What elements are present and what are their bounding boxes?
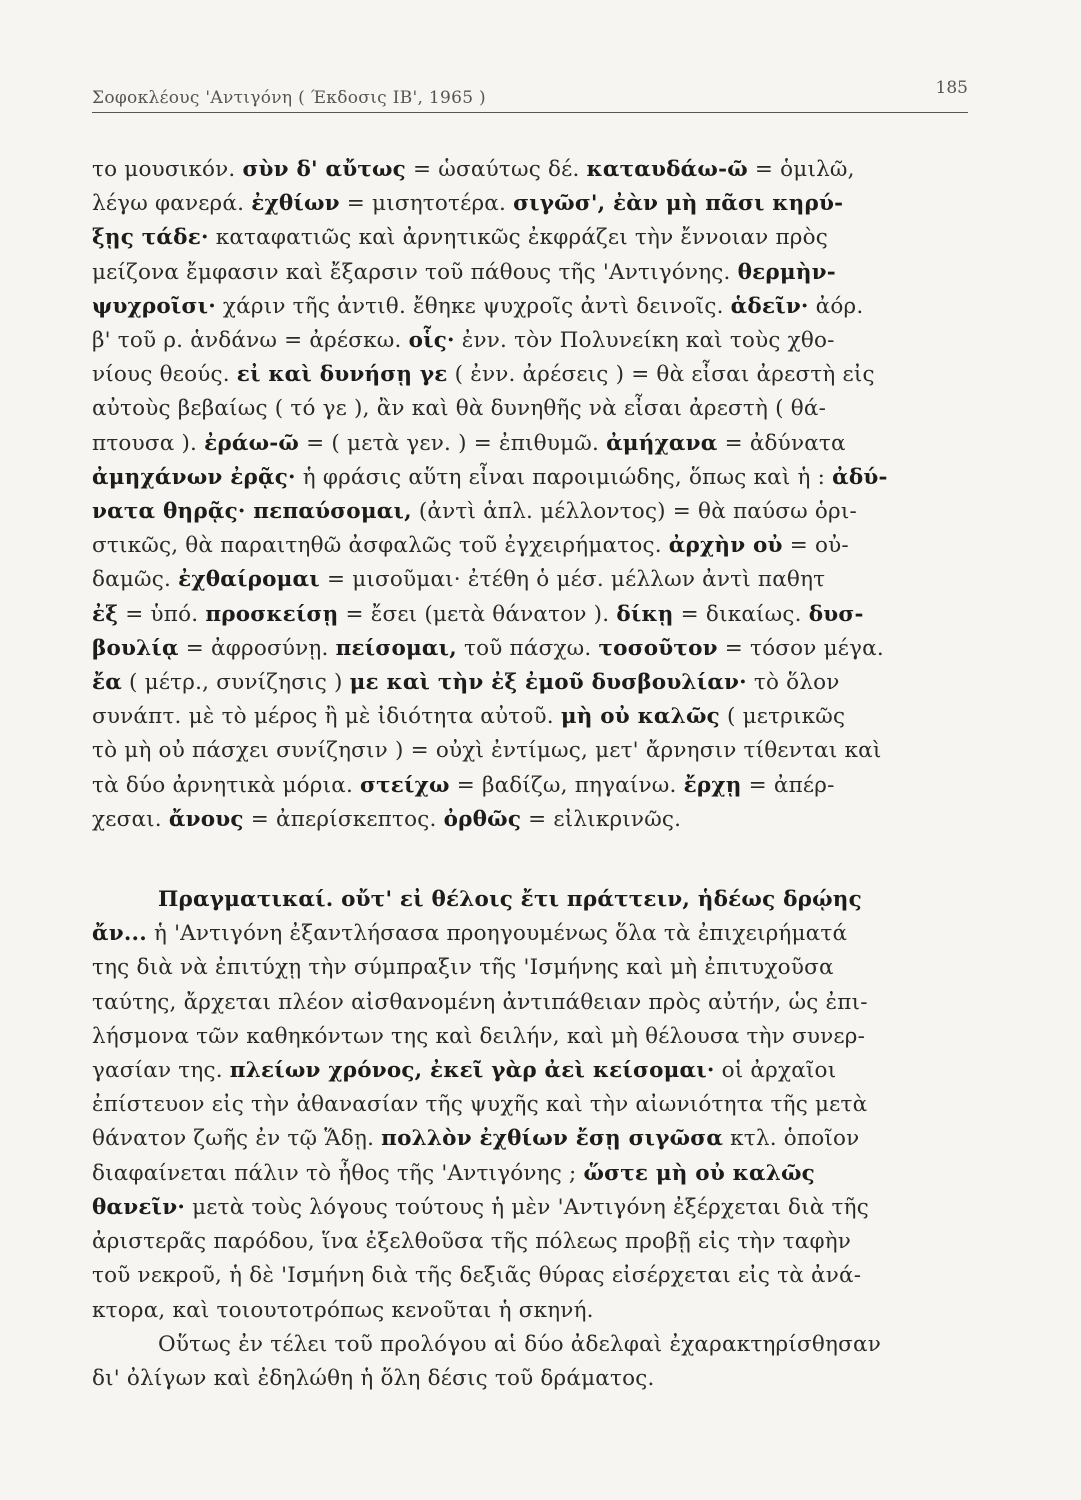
text-line (92, 427, 972, 461)
bold-term: μὴ οὐ καλῶς (560, 704, 720, 730)
text-line (92, 734, 972, 768)
text-segment: ἡ 'Αντιγόνη ἐξαντλήσασα προηγουμένως ὅλα τὰ ἐπιχειρήματά (146, 921, 848, 947)
text-line (92, 358, 972, 392)
text-segment: μετὰ τοὺς λόγους τούτους ἡ μὲν 'Αντιγόνη ἐξέρχεται διὰ τῆς (185, 1194, 869, 1220)
text-segment: συνάπτ. μὲ τὸ μέρος ἢ μὲ ἰδιότητα αὐτοῦ. (92, 704, 561, 730)
text-line (92, 1259, 972, 1293)
text-segment: τὸ μὴ οὐ πάσχει συνίζησιν ) = οὐχὶ ἐντίμως, μετ' ἄρνησιν τίθενται καὶ (92, 738, 882, 764)
text-line (92, 563, 972, 597)
text-segment: ἐνν. τὸν Πολυνείκη καὶ τοὺς χθο- (454, 328, 835, 354)
text-segment: τοῦ νεκροῦ, ἡ δὲ 'Ισμήνη διὰ τῆς δεξιᾶς θύρας εἰσέρχεται εἰς τὰ ἀνά- (92, 1263, 862, 1289)
text-line (92, 917, 972, 951)
text-line (92, 803, 972, 837)
text-line (92, 1225, 972, 1259)
text-segment: το μουσικόν. (92, 157, 243, 182)
text-segment: (ἀντὶ ἁπλ. μέλλοντος) = θὰ παύσω ὁρι- (411, 499, 857, 525)
bold-term: θανεῖν· (92, 1194, 186, 1220)
bold-term: ἄνους (168, 806, 244, 832)
text-segment: ( μέτρ., συνίζησις ) (122, 670, 350, 696)
bold-term: Πραγματικαί. οὔτ' εἰ θέλοις ἔτι πράττειν, ἡδέως δρῴης (158, 887, 862, 913)
text-line (92, 700, 972, 734)
text-line (92, 392, 972, 426)
bold-term: δίκῃ (616, 601, 674, 627)
text-segment: αὐτοὺς βεβαίως ( τό γε ), ἂν καὶ θὰ δυνηθῆς νὰ εἶσαι ἀρεστὴ ( θά- (92, 396, 827, 422)
text-line (92, 769, 972, 803)
text-segment: = ὑπό. (118, 601, 206, 627)
text-segment: = ἀφροσύνῃ. (178, 635, 336, 661)
text-segment: καταφατιῶς καὶ ἀρνητικῶς ἐκφράζει τὴν ἔννοιαν πρὸς (208, 225, 829, 251)
text-segment: ταύτης, ἄρχεται πλέον αἰσθανομένη ἀντιπάθειαν πρὸς αὐτήν, ὡς ἐπι- (92, 989, 868, 1015)
text-segment: β' τοῦ ρ. ἁνδάνω = ἀρέσκω. (92, 328, 409, 354)
bold-term: πείσομαι, (335, 635, 457, 661)
bold-term: οἷς· (408, 328, 455, 354)
bold-term: ἀδύ- (832, 464, 888, 490)
text-segment: = ἔσει (μετὰ θάνατον ). (338, 601, 617, 627)
text-line (92, 1362, 972, 1396)
text-line (92, 1328, 972, 1362)
bold-term: νατα θηρᾷς· πεπαύσομαι, (92, 499, 412, 525)
page-number: 185 (935, 78, 968, 98)
text-line (92, 951, 972, 985)
text-segment: ἡ φράσις αὕτη εἶναι παροιμιώδης, ὅπως καὶ ἡ : (295, 464, 833, 490)
text-segment: = ὡσαύτως δέ. (405, 157, 587, 182)
text-line (92, 461, 972, 495)
text-segment: = ἀδύνατα (717, 430, 846, 456)
text-line (92, 256, 972, 290)
text-line (92, 1157, 972, 1191)
text-segment: = δικαίως. (673, 601, 809, 627)
bold-term: τοσοῦτον (598, 635, 718, 661)
text-segment: διαφαίνεται πάλιν τὸ ἦθος τῆς 'Αντιγόνης ; (92, 1160, 584, 1186)
text-segment: της διὰ νὰ ἐπιτύχῃ τὴν σύμπραξιν τῆς 'Ισμήνης καὶ μὴ ἐπιτυχοῦσα (92, 955, 834, 981)
text-segment: = βαδίζω, πηγαίνω. (449, 772, 684, 798)
text-line (92, 495, 972, 529)
bold-term: δυσ- (808, 601, 864, 627)
bold-term: ἔα (92, 670, 123, 696)
text-segment: κτλ. ὁποῖον (723, 1126, 860, 1152)
text-line (92, 153, 972, 187)
text-line (92, 1088, 972, 1122)
bold-term: ψυχροῖσι· (92, 293, 216, 319)
body-text (92, 153, 972, 1396)
bold-term: στείχω (360, 772, 450, 798)
text-segment: στικῶς, θὰ παραιτηθῶ ἀσφαλῶς τοῦ ἐγχειρήματος. (92, 533, 669, 559)
text-segment: = ἀπέρ- (741, 772, 835, 798)
text-segment: ( μετρικῶς (719, 704, 846, 730)
bold-term: με καὶ τὴν ἐξ ἐμοῦ δυσβουλίαν· (349, 670, 747, 696)
text-line (92, 324, 972, 358)
bold-term: ἀρχὴν οὐ (668, 533, 783, 559)
text-line (92, 1054, 972, 1088)
bold-term: ἀμήχανα (606, 430, 718, 456)
text-segment: λήσμονα τῶν καθηκόντων της καὶ δειλήν, καὶ μὴ θέλουσα τὴν συνερ- (92, 1023, 866, 1049)
bold-term: ἁδεῖν· (730, 293, 809, 319)
page-header (92, 78, 968, 113)
text-segment: ( ἐνν. ἀρέσεις ) = θὰ εἶσαι ἀρεστὴ εἰς (447, 362, 875, 388)
bold-term: βουλίᾳ (92, 635, 179, 661)
text-segment: χεσαι. (92, 806, 169, 832)
text-segment: γασίαν της. (92, 1058, 230, 1084)
text-segment: = εἰλικρινῶς. (521, 806, 682, 832)
text-segment: ἀριστερᾶς παρόδου, ἵνα ἐξελθοῦσα τῆς πόλεως προβῇ εἰς τὴν ταφὴν (92, 1229, 852, 1255)
text-line (92, 221, 972, 255)
text-line (92, 986, 972, 1020)
text-segment: = ὁμιλῶ, (747, 157, 855, 182)
bold-term: πλείων χρόνος, ἐκεῖ γὰρ ἀεὶ κείσομαι· (229, 1058, 715, 1084)
text-line (92, 1122, 972, 1156)
text-segment: λέγω φανερά. (92, 191, 252, 217)
text-segment: = τόσον μέγα. (717, 635, 884, 661)
text-segment: = οὐ- (782, 533, 849, 559)
running-head: Σοφοκλέους 'Αντιγόνη ( Έκδοσις ΙΒ', 1965 ) (92, 88, 486, 108)
text-segment: δι' ὀλίγων καὶ ἐδηλώθη ἡ ὅλη δέσις τοῦ δράματος. (92, 1365, 655, 1391)
paragraph-gap (92, 837, 972, 883)
text-line (92, 529, 972, 563)
text-line (92, 1020, 972, 1054)
text-segment: δαμῶς. (92, 567, 179, 593)
text-line (92, 1191, 972, 1225)
bold-term: σιγῶσ', ἐὰν μὴ πᾶσι κηρύ- (513, 191, 844, 217)
bold-term: καταυδάω-ῶ (586, 157, 748, 182)
bold-term: θερμὴν- (737, 259, 836, 285)
bold-term: ἔρχῃ (683, 772, 742, 798)
text-line (92, 187, 972, 221)
bold-term: ἐχθαίρομαι (178, 567, 320, 593)
text-segment: πτουσα ). (92, 430, 205, 456)
text-segment: νίους θεούς. (92, 362, 237, 388)
text-line (92, 632, 972, 666)
text-segment: τὰ δύο ἀρνητικὰ μόρια. (92, 772, 361, 798)
bold-term: ἄν... (92, 921, 147, 947)
bold-term: προσκείσῃ (205, 601, 339, 627)
text-segment: ἐπίστευον εἰς τὴν ἀθανασίαν τῆς ψυχῆς καὶ τὴν αἰωνιότητα τῆς μετὰ (92, 1092, 868, 1118)
text-line (92, 883, 972, 917)
bold-term: ἐχθίων (251, 191, 340, 217)
bold-term: ὀρθῶς (443, 806, 522, 832)
text-segment: Οὕτως ἐν τέλει τοῦ προλόγου αἱ δύο ἀδελφαὶ ἐχαρακτηρίσθησαν (158, 1331, 881, 1357)
bold-term: ὥστε μὴ οὐ καλῶς (583, 1160, 815, 1186)
text-segment: κτορα, καὶ τοιουτοτρόπως κενοῦται ἡ σκηνή. (92, 1297, 594, 1323)
text-segment: = μισητοτέρα. (339, 191, 514, 217)
text-segment: τὸ ὅλον (746, 670, 840, 696)
bold-term: ξῃς τάδε· (92, 225, 209, 251)
bold-term: ἀμηχάνων ἐρᾷς· (92, 464, 296, 490)
text-line (92, 290, 972, 324)
text-line (92, 1294, 972, 1328)
text-segment: μείζονα ἔμφασιν καὶ ἔξαρσιν τοῦ πάθους τῆς 'Αντιγόνης. (92, 259, 738, 285)
text-line (92, 666, 972, 700)
bold-term: ἐράω-ῶ (204, 430, 300, 456)
text-segment: οἱ ἀρχαῖοι (714, 1058, 837, 1084)
bold-term: σὺν δ' αὔτως (242, 157, 406, 182)
text-segment: = μισοῦμαι· ἐτέθη ὁ μέσ. μέλλων ἀντὶ παθητ (319, 567, 826, 593)
text-segment: = ( μετὰ γεν. ) = ἐπιθυμῶ. (299, 430, 607, 456)
text-segment: τοῦ πάσχω. (456, 635, 599, 661)
bold-term: ἐξ (92, 601, 119, 627)
text-segment: θάνατον ζωῆς ἐν τῷ Ἅδῃ. (92, 1126, 382, 1152)
bold-term: εἰ καὶ δυνήσῃ γε (236, 362, 448, 388)
bold-term: πολλὸν ἐχθίων ἔσῃ σιγῶσα (381, 1126, 724, 1152)
text-segment: χάριν τῆς ἀντιθ. ἔθηκε ψυχροῖς ἀντὶ δεινοῖς. (215, 293, 731, 319)
text-segment: = ἀπερίσκεπτος. (243, 806, 444, 832)
text-line (92, 598, 972, 632)
text-segment: ἀόρ. (808, 293, 864, 319)
